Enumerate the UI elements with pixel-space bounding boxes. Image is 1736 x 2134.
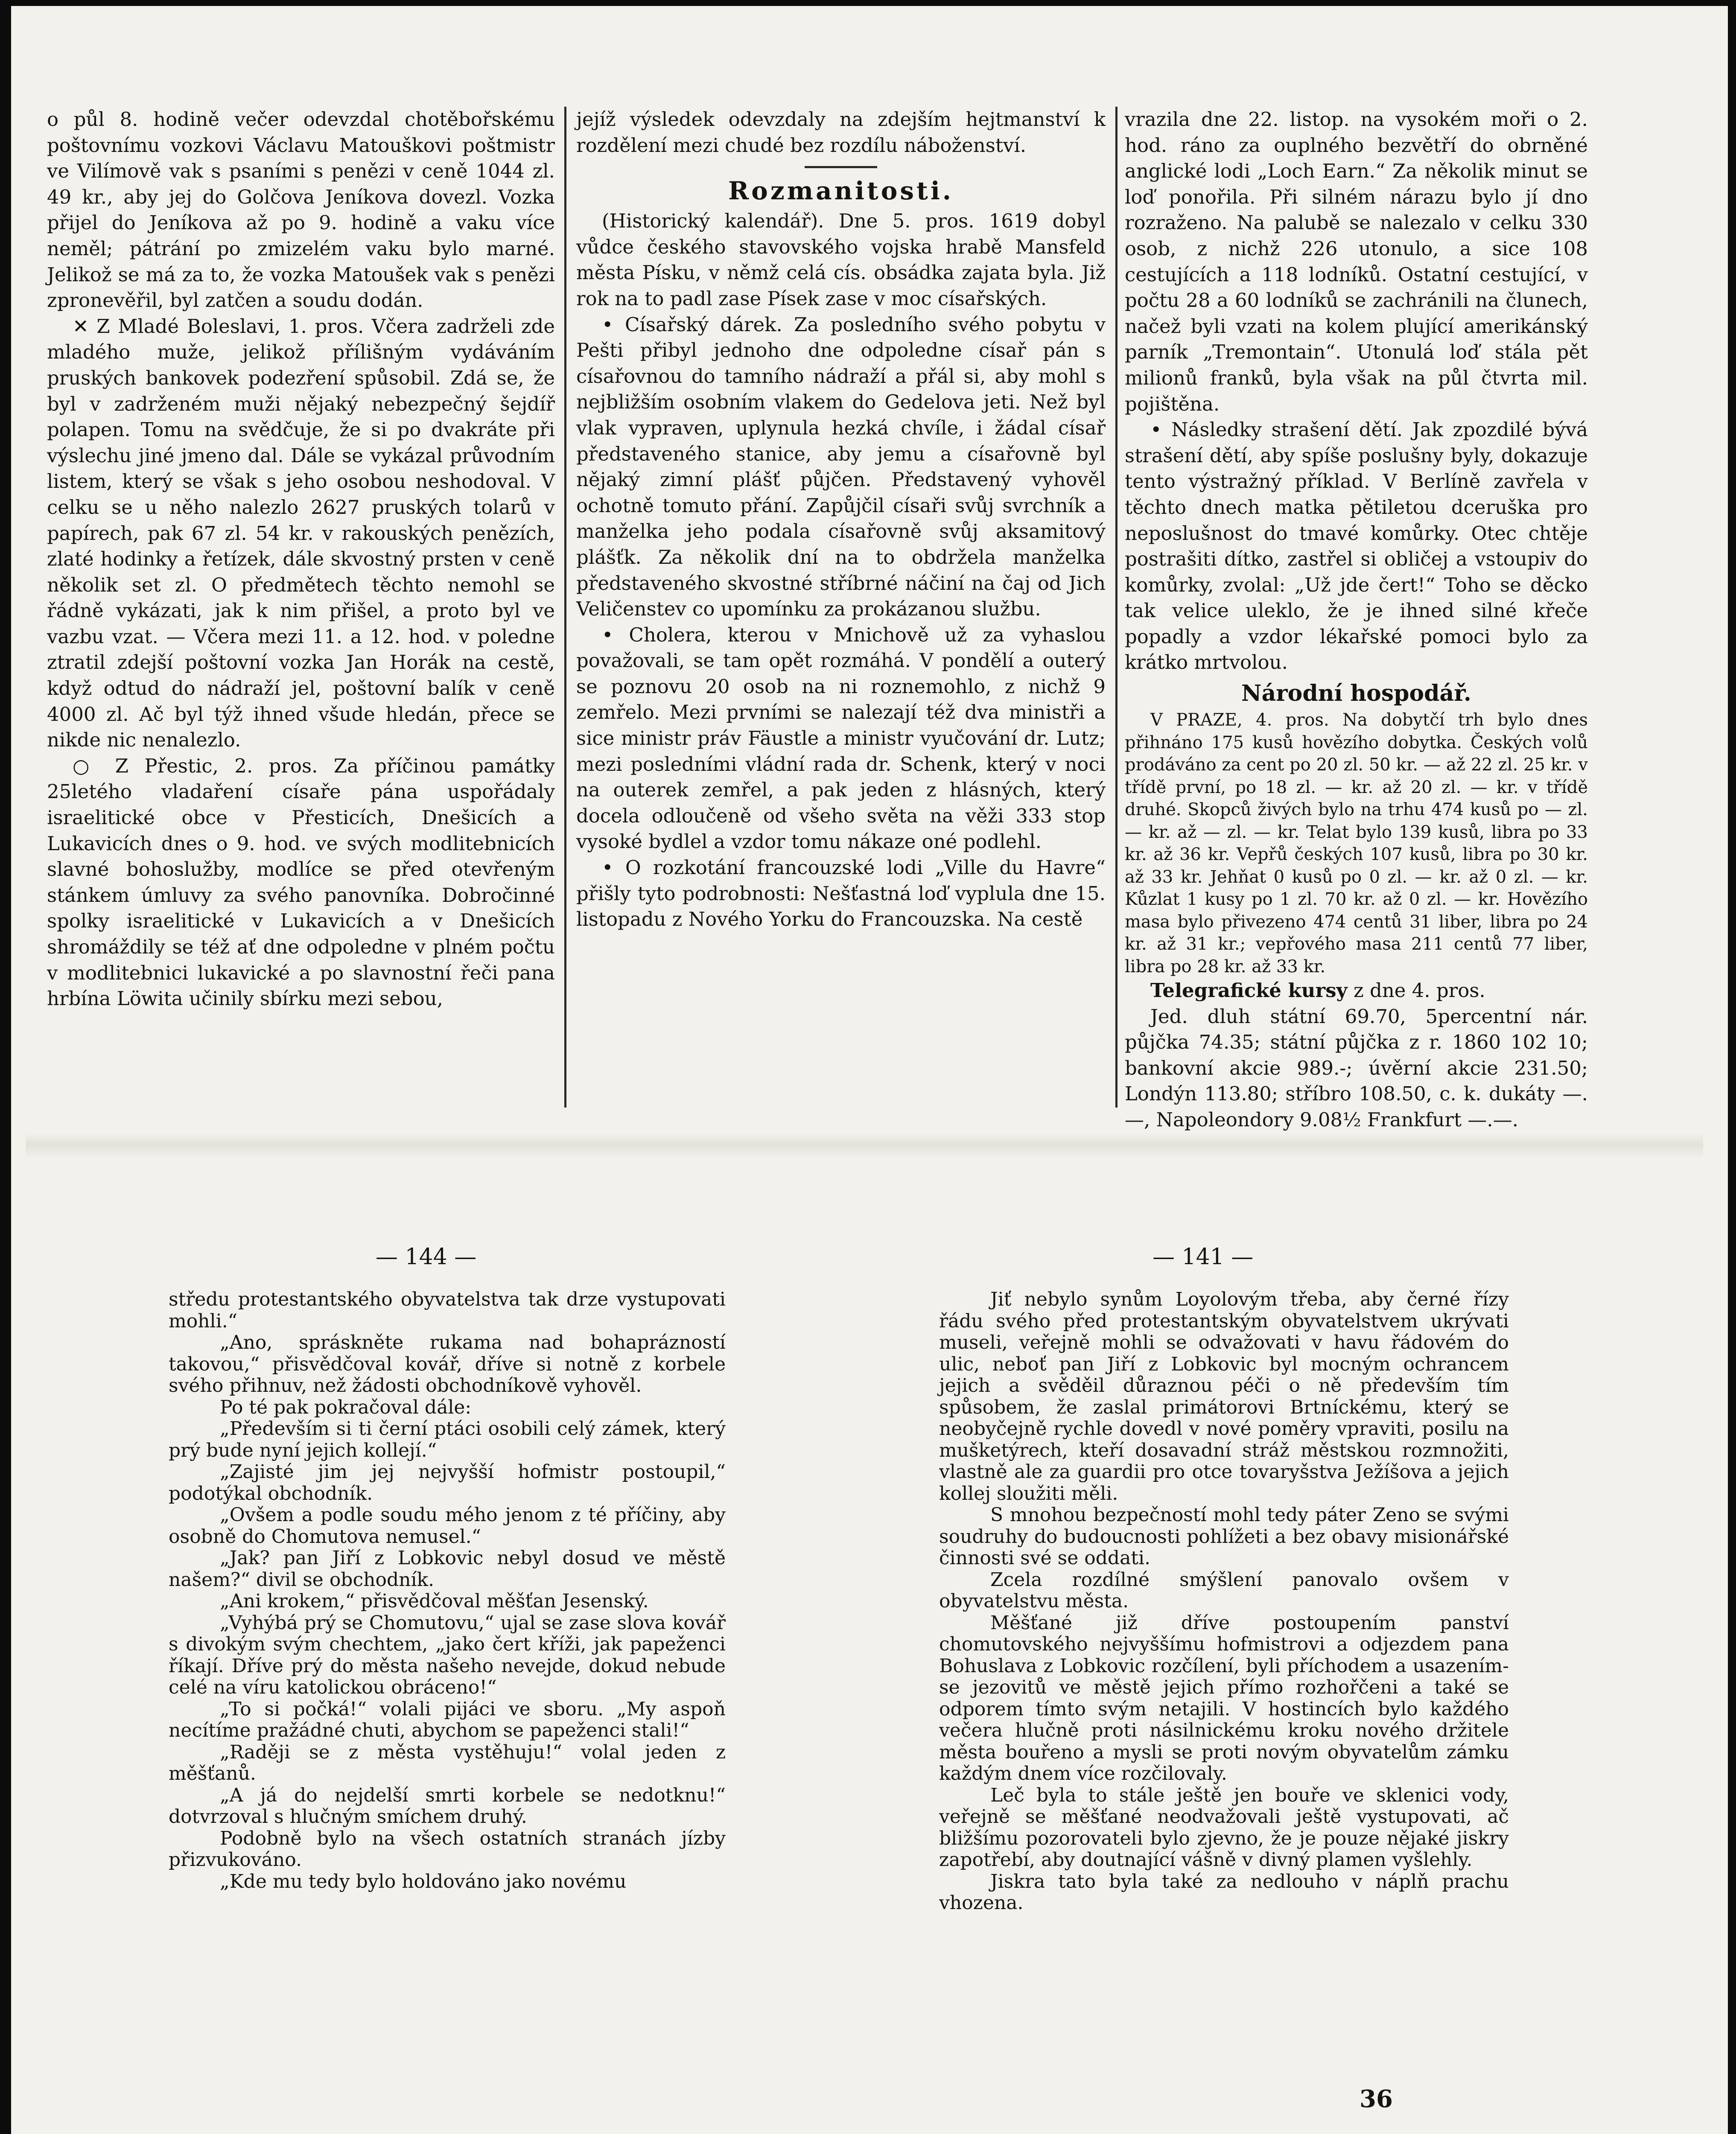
paragraph: Leč byla to stále ještě jen bouře ve sklenici vody, veřejně se měšťané neodvažovali ještě vystupovati, ač bližšímu pozorovateli bylo zjevno, že je pouze nějaké jiskry zapotřebí, aby doutnající vášně v divný plamen vyšlehly. <box>939 1784 1509 1871</box>
scan-edge-top <box>0 0 1736 6</box>
article-ship-wreck: • O rozkotání francouzské lodi „Ville du Havre“ přišly tyto podrobnosti: Nešťastná loď vyplula dne 15. listopadu z Nového Yorku do Francouzska. Na cestě <box>576 856 1106 931</box>
telegraph-rates <box>1125 978 1588 1004</box>
paragraph: „A já do nejdelší smrti korbele se nedotknu!“ dotvrzoval s hlučným smíchem druhý. <box>169 1784 726 1828</box>
book-page-right-text <box>939 1289 1509 2074</box>
telegraph-rates-date: z dne 4. pros. <box>1347 979 1485 1002</box>
article-ship-wreck-cont: vrazila dne 22. listop. na vysokém moři o 2. hod. ráno za ouplného bezvětří do obrněné anglické lodi „Loch Earn.“ Za několik minut se loď ponořila. Při silném nárazu bylo jí dno rozraženo. Na palubě se nalezalo v celku 330 osob, z nichž 226 utonulo, a sice 108 cestujících a 118 lodníků. Ostatní cestující, v počtu 28 a 60 lodníků se zachránili na člunech, načež byli vzati na kolem plující amerikánský parník „Tremontain“. Utonulá loď stála pět milionů franků, byla však na půl čtvrta mil. pojištěna. <box>1125 108 1588 415</box>
signature-mark: 36 <box>1360 2085 1393 2113</box>
paragraph: „Kde mu tedy bylo holdováno jako novému <box>220 1870 627 1892</box>
article-scaring-children: • Následky strašení dětí. Jak zpozdilé bývá strašení dětí, aby spíše poslušny byly, dokazuje tento výstražný příklad. V Berlíně zavřela v těchto dnech matka pětiletou dceruška pro neposlušnost do tmavé komůrky. Otec chtěje postrašiti dítko, zastřel si obličej a vstoupiv do komůrky, zvolal: „Už jde čert!“ Toho se děcko tak velice uleklo, že je ihned silné křeče popadly a vzdor lékařské pomoci bylo za krátko mrtvolou. <box>1125 418 1588 674</box>
paragraph: S mnohou bezpečností mohl tedy páter Zeno se svými soudruhy do budoucnosti pohlížeti a bez obavy misionářské činnosti své se oddati. <box>939 1504 1509 1569</box>
paragraph: Jiť nebylo synům Loyolovým třeba, aby černé řízy řádu svého před protestantským obyvatelstvem ukrývati museli, veřejně mohli se odvažovati v havu řádovém do ulic, neboť pan Jiří z Lobkovic byl mocným ochrancem jejich a svěděil důraznou péči o ně především tím spůsobem, že zaslal primátorovi Brtníckému, který se neobyčejně rychle dovedl v nové poměry vpraviti, posilu na mušketýrech, kteří dosavadní stráž městskou rozmnožiti, vlastně ale za guardii pro otce tovaryšstva Ježíšova a jejich kollej sloužiti měli. <box>939 1289 1509 1504</box>
paragraph: „Ovšem a podle soudu mého jenom z té příčiny, aby osobně do Chomutova nemusel.“ <box>169 1504 726 1548</box>
section-heading-narodni-hospodar: Národní hospodář. <box>1241 680 1471 707</box>
paragraph: „Jak? pan Jiří z Lobkovic nebyl dosud ve městě našem?“ divil se obchodník. <box>169 1547 726 1591</box>
paragraph: Jiskra tato byla také za nedlouho v náplň prachu vhozena. <box>939 1870 1509 1914</box>
paragraph: středu protestantského obyvatelstva tak drze vystupovati mohli.“ <box>169 1289 726 1332</box>
paragraph: „To si počká!“ volali pijáci ve sboru. „My aspoň necítíme pražádné chuti, abychom se papeženci stali!“ <box>169 1698 726 1741</box>
article-prestice: ○ Z Přestic, 2. pros. Za příčinou památky 25letého vladaření císaře pána uspořádaly israelitické obce v Přesticích, Dnešicích a Lukavicích dnes o 9. hod. ve svých modlitebnicích slavné bohoslužby, modlíce se před otevřeným stánkem úmluvy za svého panovníka. Dobročinné spolky israelitické v Lukavicích a v Dnešicích shromáždily se též ať dne odpoledne v plném počtu v modlitebnici lukavické a po slavnostní řeči pana hrbína Löwita učinily sbírku mezi sebou, <box>47 754 555 1010</box>
paragraph: Podobně bylo na všech ostatních stranách jízby přizvukováno. <box>169 1827 726 1871</box>
article-imperial-gift: • Císařský dárek. Za posledního svého pobytu v Pešti přibyl jednoho dne odpoledne císař pán s císařovnou do tamního nádraží a přál si, aby mohl s nejbližším osobním vlakem do Gedelova jeti. Než byl vlak vypraven, uplynula hezká chvíle, i žádal císař představeného stanice, aby jemu a císařovně byl nějaký zimní plášť půjčen. Představený vyhověl ochotně tomuto přání. Zapůjčil císaři svůj svrchník a manželka jeho podala císařovně svůj aksamitový plášťk. Za několik dní na to obdržela manželka představeného skvostné stříbrné náčiní na čaj od Jich Veličenstev co upomínku za prokázanou službu. <box>576 313 1106 621</box>
section-divider <box>805 166 877 168</box>
telegraph-rates-heading: Telegrafické kursy <box>1150 979 1348 1002</box>
article-cholera: • Cholera, kterou v Mnichově už za vyhaslou považovali, se tam opět rozmáhá. V pondělí a outerý se poznovu 20 osob na ni roznemohlo, z nichž 9 zemřelo. Mezi prvními se nalezají též dva ministři a sice ministr práv Fäustle a ministr vyučování dr. Lutz; mezi posledními vládní rada dr. Schenk, který v noci na outerek zemřel, a pak jeden z hlásných, který docela odloučeně od všeho světa na věži 333 stop vysoké bydlel a vzdor tomu nákaze oné podlehl. <box>576 623 1106 853</box>
column-divider <box>564 107 566 1108</box>
column-divider <box>1115 107 1117 1108</box>
column-1 <box>47 107 555 1108</box>
page-fold <box>26 1133 1703 1159</box>
newspaper-section <box>47 107 1588 1131</box>
paragraph: „Vyhýbá prý se Chomutovu,“ ujal se zase slova kovář s divokým svým chechtem, „jako čert kříži, jak papeženci říkají. Dříve prý do města našeho nevejde, dokud nebude celé na víru katolickou obráceno!“ <box>169 1612 726 1698</box>
column-3 <box>1125 107 1588 1131</box>
paragraph: „Ano, spráskněte rukama nad bohaprázností takovou,“ přisvědčoval kovář, dříve si notně z korbele svého přihnuv, než žádosti obchodníkově vyhověl. <box>169 1332 726 1396</box>
paragraph: „Zajisté jim jej nejvyšší hofmistr postoupil,“ podotýkal obchodník. <box>169 1461 726 1504</box>
book-page-left-text <box>169 1289 726 2117</box>
book-pages-section <box>0 1214 1736 2134</box>
paragraph: „Raději se z města vystěhuju!“ volal jeden z měšťanů. <box>169 1741 726 1784</box>
paragraph: Měšťané již dříve postoupením panství chomutovského nejvyššímu hofmistrovi a odjezdem pana Bohuslava z Lobkovic rozčílení, byli příchodem a usazením-se jezovitů ve městě jejich přímo rozhořčeni a také se odporem tímto svým netajili. V hostincích bylo každého večera hlučně proti násilnickému kroku nového držitele města bouřeno a mysli se proti novým obyvatelům zámku každým dnem více rozčilovaly. <box>939 1612 1509 1784</box>
paragraph: Zcela rozdílné smýšlení panovalo ovšem v obyvatelstvu města. <box>939 1568 1509 1612</box>
page-number-left: — 144 — <box>376 1244 477 1270</box>
column-2 <box>576 107 1106 1108</box>
article-mlada-boleslav: ✕ Z Mladé Boleslavi, 1. pros. Včera zadrželi zde mladého muže, jelikož přílišným vydáváním pruských bankovek podezření spůsobil. Zdá se, že byl v zadrženém muži nějaký nebezpečný šejdíř polapen. Tomu na svědčuje, že si po dvakráte při výslechu jiné jmeno dal. Dále se vykázal průvodním listem, který se však s jeho osobou neshodoval. V celku se u něho nalezlo 2627 pruských tolarů v papírech, pak 67 zl. 54 kr. v rakouských penězích, zlaté hodinky a řetízek, dále skvostný prsten v ceně několik set zl. O předmětech těchto nemohl se řádně vykázati, jak k nim přišel, a proto byl ve vazbu vzat. — Včera mezi 11. a 12. hod. v poledne ztratil zdejší poštovní vozka Jan Horák na cestě, když odtud do nádraží jel, poštovní balík v ceně 4000 zl. Ač byl týž ihned všude hledán, přece se nikde nic nenalezlo. <box>47 315 555 752</box>
page-number-right: — 141 — <box>1152 1244 1254 1270</box>
telegraph-rates-body: Jed. dluh státní 69.70, 5percentní nár. půjčka 74.35; státní půjčka z r. 1860 102 10; bankovní akcie 989.-; úvěrní akcie 231.50; Londýn 113.80; stříbro 108.50, c. k. dukáty —.—, Napoleondory 9.08½ Frankfurt —.—. <box>1125 1005 1588 1131</box>
paragraph: Po té pak pokračoval dále: <box>220 1396 472 1418</box>
article-golcov: o půl 8. hodině večer odevzdal chotěbořskému poštovnímu vozkovi Václavu Matouškovi poštmistr ve Vilímově vak s psaními s penězi v ceně 1044 zl. 49 kr., aby jej do Golčova Jeníkova dovezl. Vozka přijel do Jeníkova až po 9. hodině a vaku více neměl; pátrání po zmizelém vaku bylo marné. Jelikož se má za to, že vozka Matoušek vak s penězi zpronevěřil, byl zatčen a soudu dodán. <box>47 108 555 312</box>
paragraph: „Především si ti černí ptáci osobili celý zámek, který prý bude nyní jejich kollejí.“ <box>169 1418 726 1461</box>
paragraph: „Ani krokem,“ přisvědčoval měšťan Jesenský. <box>220 1590 649 1612</box>
section-heading-rozmanitosti: Rozmanitosti. <box>728 176 954 206</box>
market-report: V PRAZE, 4. pros. Na dobytčí trh bylo dnes přihnáno 175 kusů hovězího dobytka. Českých volů prodáváno za cent po 20 zl. 50 kr. — až 22 zl. 25 kr. v třídě první, po 18 zl. — kr. až 20 zl. — kr. v třídě druhé. Skopců živých bylo na trhu 474 kusů po — zl. — kr. až — zl. — kr. Telat bylo 139 kusů, libra po 33 kr. až 36 kr. Vepřů českých 107 kusů, libra po 30 kr. až 33 kr. Jehňat 0 kusů po 0 zl. — kr. až 0 zl. — kr. Kůzlat 1 kusy po 1 zl. 70 kr. až 0 zl. — kr. Hovězího masa bylo přivezeno 474 centů 31 liber, libra po 24 kr. až 31 kr.; vepřového masa 211 centů 77 liber, libra po 28 kr. až 33 kr. <box>1125 710 1588 977</box>
article-continuation: jejíž výsledek odevzdaly na zdejším hejtmanství k rozdělení mezi chudé bez rozdílu náboženství. <box>576 108 1106 157</box>
article-historical-calendar: (Historický kalendář). Dne 5. pros. 1619 dobyl vůdce českého stavovského vojska hrabě Mansfeld města Písku, v němž celá cís. obsádka zajata byla. Již rok na to padl zase Písek zase v moc císařských. <box>576 210 1106 310</box>
